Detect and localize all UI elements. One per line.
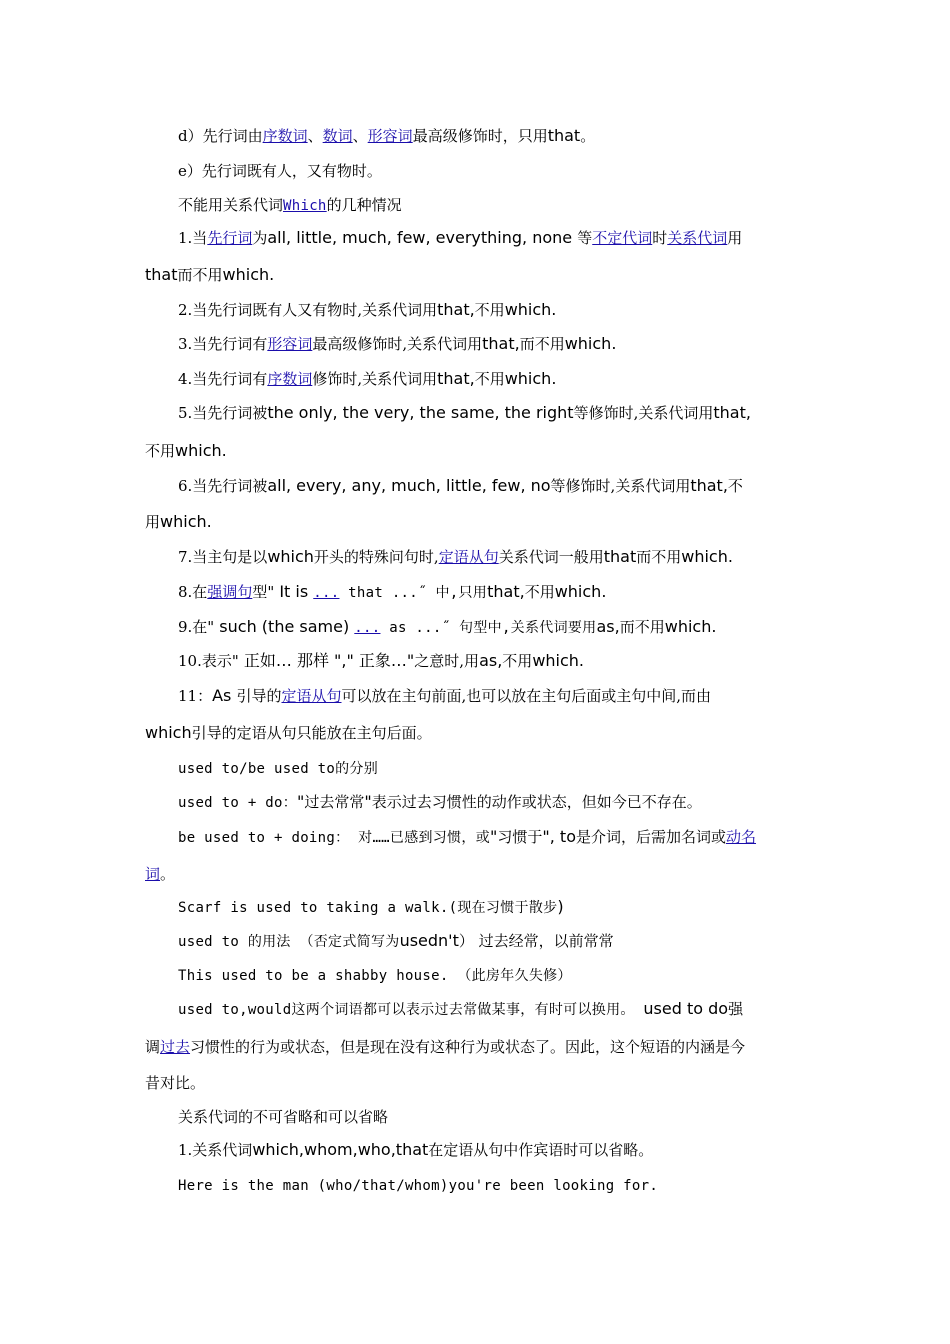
heading-which-cases [178,195,402,216]
text-run: 10.表示" [178,652,239,670]
text-run: 最高级修饰时,关系代词用 [312,335,483,353]
text-run: " [364,792,372,811]
text-line [178,126,595,146]
text-run: 、 [307,127,323,145]
text-run: used to 的用法 （否定式简写为 [178,934,400,950]
example-sentence [178,897,564,918]
text-line: 昔对比。 [145,1074,206,1092]
text-run: 用 [727,229,743,247]
text-run: used to,would这两个词语都可以表示过去常做某事，有时可以换用。 [178,1002,644,1018]
text-run: which. [532,651,585,670]
text-run: 2.当先行词既有人又有物时,关系代词用 [178,301,438,319]
text-line [178,228,742,248]
text-run: 而不用 [636,548,682,566]
text-line [178,476,743,496]
text-run: that, [437,300,475,319]
text-run: which. [504,300,557,319]
text-line [178,999,743,1020]
link-antecedent[interactable]: 先行词 [207,229,253,247]
text-run: 8.在 [178,583,208,601]
text-run: which. [564,334,617,353]
text-run: " [297,792,305,811]
link-ellipsis[interactable]: ... [313,585,340,601]
text-run: that, [482,334,520,353]
text-run: which. [222,265,275,284]
text-run: which [145,723,192,742]
text-line [178,582,606,603]
text-run: used to do [643,999,729,1018]
link-which[interactable]: Which [283,198,327,214]
text-line [145,1037,745,1057]
text-run: 时 [652,229,668,247]
text-run: 不用 [145,442,176,460]
text-line [178,547,733,567]
text-run: 修饰时,关系代词用 [312,370,438,388]
heading-used-to: used to/be used to的分别 [178,761,379,777]
link-adjective[interactable]: 形容词 [367,127,413,145]
text-run: as, [479,651,503,670]
text-run: as ...˝ 句型中,关系代词要用 [380,620,597,636]
link-attributive-clause[interactable]: 定语从句 [281,687,342,705]
text-line [178,1140,653,1160]
text-run: 是介词，后需加名词或 [575,828,726,846]
text-run: 之意时,用 [414,652,480,670]
text-line [178,617,716,638]
example-sentence: This used to be a shabby house. （此房年久失修） [178,968,572,984]
heading-omission: 关系代词的不可省略和可以省略 [178,1108,389,1126]
text-run: all, every, any, much, little, few, no [267,476,551,495]
link-ellipsis[interactable]: ... [354,620,381,636]
link-gerund[interactable]: 词 [145,865,161,883]
text-run: 在定语从句中作宾语时可以省略。 [428,1141,654,1159]
text-line [178,369,556,389]
text-line [145,864,175,884]
text-run: which. [681,547,733,566]
text-line: e）先行词既有人，又有物时。 [178,162,382,180]
text-run: that, [713,403,751,422]
text-run: 不用 [474,301,505,319]
text-run: 不 [727,477,743,495]
text-run: 9.在" [178,618,215,636]
text-run: 5.当先行词被 [178,404,268,422]
text-run: that, [437,369,475,388]
text-run: 3.当先行词有 [178,335,268,353]
text-run: which [267,547,314,566]
text-run: which. [554,582,607,601]
text-run: that [145,265,178,284]
text-run: 引导的 [236,687,282,705]
text-run: as, [596,617,620,636]
text-run: ", to [542,827,576,846]
text-line [178,403,751,423]
text-line [178,792,702,813]
text-run: 1.当 [178,229,208,247]
text-run: that [603,547,637,566]
link-ordinal-number[interactable]: 序数词 [262,127,308,145]
link-numeral[interactable]: 数词 [322,127,353,145]
text-run: 而不用 [519,335,565,353]
text-run: 、 [352,127,368,145]
text-line [178,931,614,952]
text-line [178,300,556,320]
text-run: " [490,827,498,846]
example-sentence: Here is the man (who/that/whom)you're been looking for. [178,1178,659,1194]
text-run: used to + do： [178,795,298,811]
text-run: Scarf is used to taking a walk.(现在习惯于散步 [178,900,558,916]
text-run: 。 [160,865,176,883]
text-run: 表示过去习惯性的动作或状态，但如今已不存在。 [371,793,702,811]
text-run: ） 过去经常，以前常常 [458,932,614,950]
text-run: 4.当先行词有 [178,370,268,388]
text-run: 调 [145,1038,161,1056]
text-run: 可以放在主句前面,也可以放在主句后面或主句中间,而由 [341,687,712,705]
text-run: 1.关系代词 [178,1141,253,1159]
text-line [145,441,227,461]
text-run: 过去常常 [304,793,365,811]
text-run: 不用 [502,652,533,670]
text-run: 习惯于 [497,828,543,846]
link-adjective[interactable]: 形容词 [267,335,313,353]
link-past[interactable]: 过去 [160,1038,191,1056]
text-run: 引导的定语从句只能放在主句后面。 [191,724,432,742]
text-line [178,827,756,848]
text-run: 用 [145,513,161,531]
text-line [145,723,432,743]
text-run: 正如… 那样 "," 正象…" [238,651,415,670]
text-line [178,651,584,671]
text-run: all, little, much, few, everything, none [267,228,578,247]
text-run: 为 [252,229,268,247]
text-run: the only, the very, the same, the right [267,403,574,422]
text-run: 强 [728,1000,744,1018]
text-run: that, [487,582,525,601]
text-run: which,whom,who,that [252,1140,429,1159]
text-run: which. [664,617,717,636]
text-run: that [547,126,581,145]
text-run: which. [175,441,227,460]
link-ordinal-number[interactable]: 序数词 [267,370,313,388]
text-run: 不用 [474,370,505,388]
text-run: 关系代词一般用 [498,548,604,566]
text-run: such (the same) [214,617,355,636]
text-run: 等修饰时,关系代词用 [573,404,714,422]
text-run: which. [504,369,557,388]
text-run: 习惯性的行为或状态，但是现在没有这种行为或状态了。因此，这个短语的内涵是今 [190,1038,746,1056]
text-run: 而不用 [619,618,665,636]
text-run: As [212,686,237,705]
text-run: 最高级修饰时，只用 [412,127,548,145]
text-run: 7.当主句是以 [178,548,268,566]
text-run: which. [160,512,212,531]
text-run: 等 [577,229,593,247]
text-run: 型" [252,583,275,601]
text-line [145,512,212,532]
text-run: that ...˝ 中,只用 [339,585,488,601]
text-run: 开头的特殊问句时, [313,548,439,566]
text-run: that, [690,476,728,495]
text-run: 不能用关系代词 [178,196,284,214]
text-run: d）先行词由 [178,127,263,145]
text-run: ) [557,897,564,916]
text-run: 而不用 [177,266,223,284]
text-line [178,334,616,354]
text-run: 11： [178,687,213,705]
text-run: usedn't [399,931,459,950]
text-line [178,686,711,706]
text-run: It is [274,582,314,601]
link-indefinite-pronoun[interactable]: 不定代词 [592,229,653,247]
text-run: 不用 [524,583,555,601]
text-run: 等修饰时,关系代词用 [550,477,691,495]
link-emphatic-sentence[interactable]: 强调句 [207,583,253,601]
link-attributive-clause[interactable]: 定语从句 [438,548,499,566]
text-run: be used to + doing： 对……已感到习惯，或 [178,830,491,846]
link-relative-pronoun[interactable]: 关系代词 [667,229,728,247]
text-run: 6.当先行词被 [178,477,268,495]
text-run: 。 [580,127,596,145]
text-line [145,265,274,285]
text-run: 的几种情况 [326,196,402,214]
link-gerund[interactable]: 动名 [726,828,757,846]
